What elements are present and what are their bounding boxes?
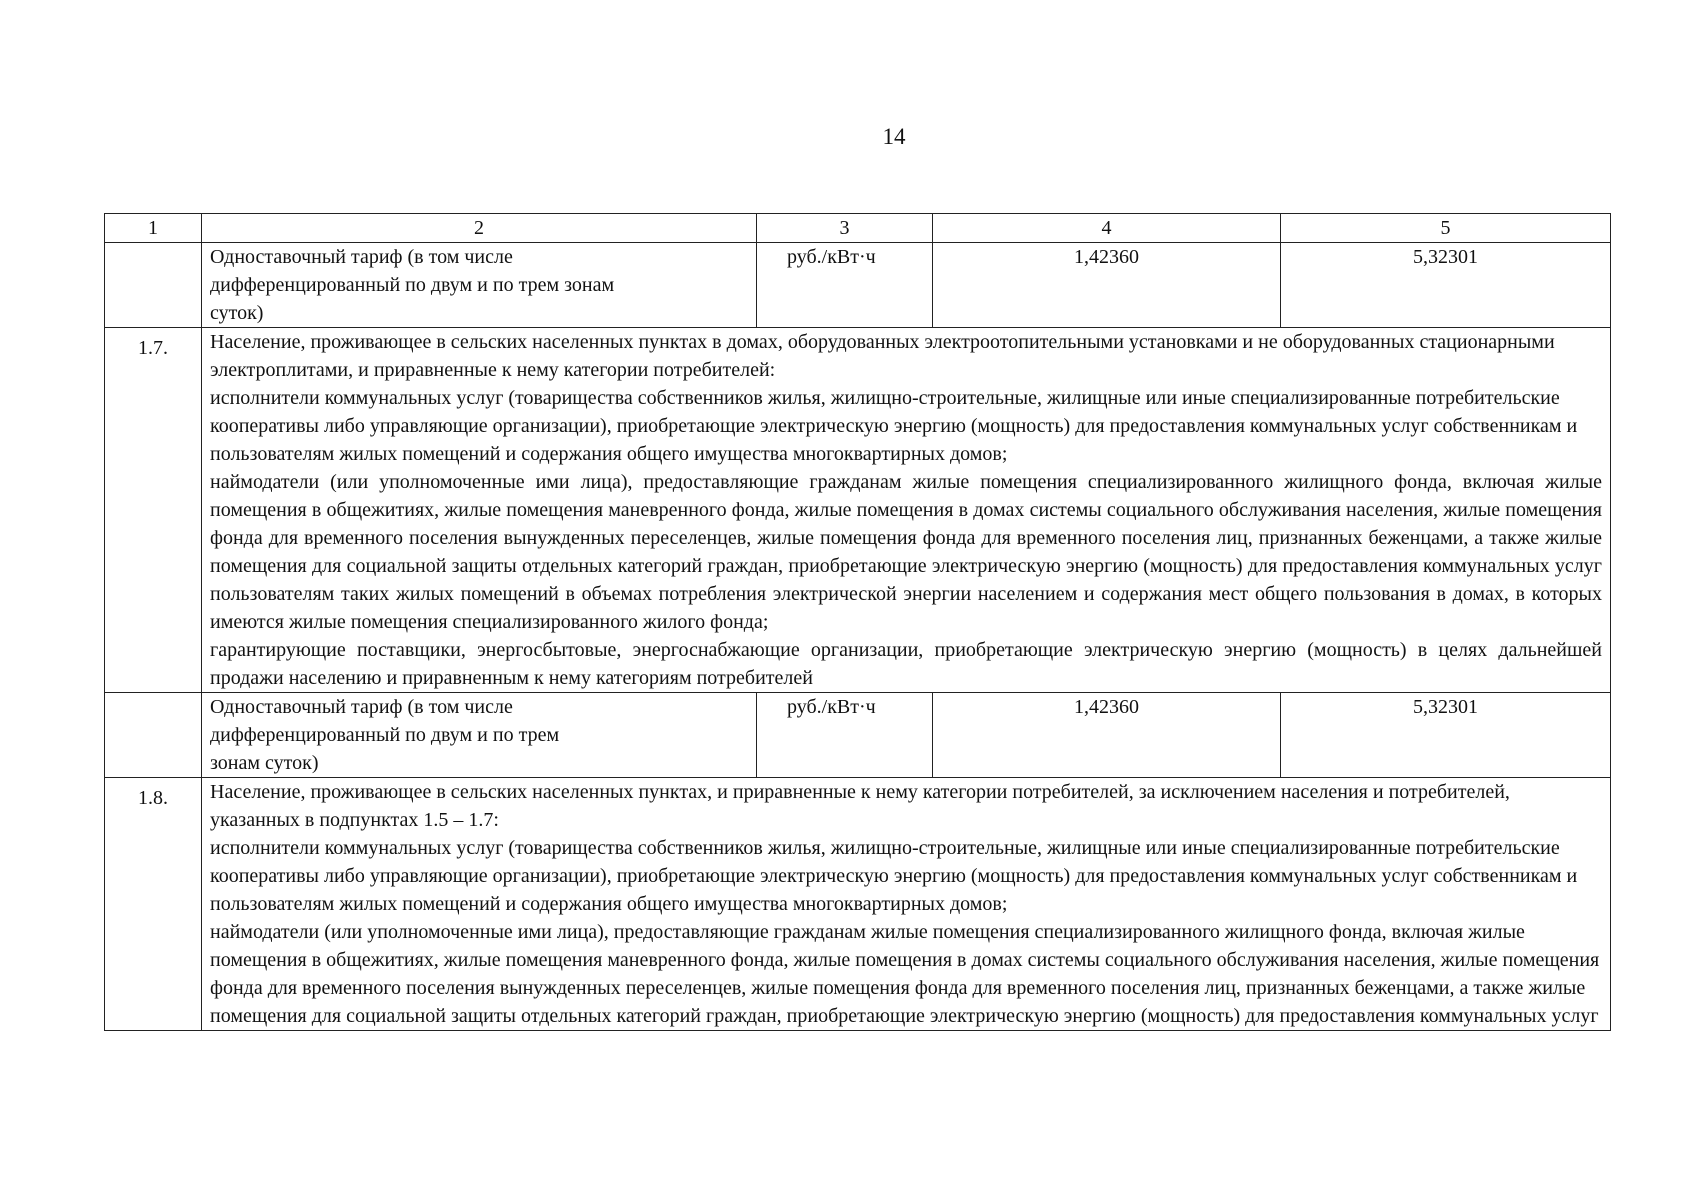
row-number-cell (105, 243, 202, 328)
section-description-cell (202, 778, 1611, 1031)
section-paragraph: исполнители коммунальных услуг (товарищества собственников жилья, жилищно-строительные, жилищные или иные специализированные потребительские кооперативы либо управляющие организации), приобретающие электрическую энергию (мощность) для предоставления коммунальных услуг собственникам и пользователям жилых помещений и содержания общего имущества многоквартирных домов; (210, 387, 1578, 465)
tariff-row (105, 243, 1611, 328)
tariff-line: дифференцированный по двум и по трем зонам (210, 274, 615, 296)
tariff-description-cell (202, 243, 757, 328)
row-number-cell (105, 693, 202, 778)
section-paragraph: наймодатели (или уполномоченные ими лица), предоставляющие гражданам жилые помещения специализированного жилищного фонда, включая жилые помещения в общежитиях, жилые помещения маневренного фонда, жилые помещения в домах системы социального обслуживания населения, жилые помещения фонда для временного поселения вынужденных переселенцев, жилые помещения фонда для временного поселения лиц, признанных беженцами, а также жилые помещения для социальной защиты отдельных категорий граждан, приобретающие электрическую энергию (мощность) для предоставления коммунальных услуг (210, 921, 1600, 1027)
tariff-line: дифференцированный по двум и по трем (210, 724, 560, 746)
section-paragraph: исполнители коммунальных услуг (товарищества собственников жилья, жилищно-строительные, жилищные или иные специализированные потребительские кооперативы либо управляющие организации), приобретающие электрическую энергию (мощность) для предоставления коммунальных услуг собственникам и пользователям жилых помещений и содержания общего имущества многоквартирных домов; (210, 837, 1578, 915)
value-cell: 5,32301 (1281, 693, 1611, 778)
section-number: 1.8. (105, 778, 202, 1031)
tariff-line: зонам суток) (210, 752, 319, 774)
tariff-line: Одноставочный тариф (в том числе (210, 246, 513, 268)
section-paragraph: наймодатели (или уполномоченные ими лица), предоставляющие гражданам жилые помещения специализированного жилищного фонда, включая жилые помещения в общежитиях, жилые помещения маневренного фонда, жилые помещения в домах системы социального обслуживания населения, жилые помещения фонда для временного поселения вынужденных переселенцев, жилые помещения фонда для временного поселения лиц, признанных беженцами, а также жилые помещения для социальной защиты отдельных категорий граждан, приобретающие электрическую энергию (мощность) для предоставления коммунальных услуг пользователям таких жилых помещений в объемах потребления электрической энергии населением и содержания мест общего пользования в домах, в которых имеются жилые помещения специализированного жилого фонда; (210, 471, 1602, 633)
page-number: 14 (882, 124, 906, 149)
tariff-table (104, 213, 1611, 1031)
unit-cell: руб./кВт·ч (757, 243, 933, 328)
section-row (105, 328, 1611, 693)
section-paragraph: Население, проживающее в сельских населенных пунктах в домах, оборудованных электроотопительными установками и не оборудованных стационарными электроплитами, и приравненные к нему категории потребителей: (210, 331, 1555, 381)
section-paragraph: гарантирующие поставщики, энергосбытовые, энергоснабжающие организации, приобретающие электрическую энергию (мощность) в целях дальнейшей продажи населению и приравненным к нему категориям потребителей (210, 639, 1602, 689)
tariff-row (105, 693, 1611, 778)
table-header-row (105, 214, 1611, 243)
column-header: 5 (1281, 214, 1611, 243)
tariff-line: суток) (210, 302, 264, 324)
value-cell: 1,42360 (933, 693, 1281, 778)
column-header: 4 (933, 214, 1281, 243)
value-cell: 1,42360 (933, 243, 1281, 328)
section-paragraph: Население, проживающее в сельских населенных пунктах, и приравненные к нему категории потребителей, за исключением населения и потребителей, указанных в подпунктах 1.5 – 1.7: (210, 781, 1510, 831)
section-row (105, 778, 1611, 1031)
section-description-cell (202, 328, 1611, 693)
value-cell: 5,32301 (1281, 243, 1611, 328)
column-header: 2 (202, 214, 757, 243)
section-number: 1.7. (105, 328, 202, 693)
tariff-line: Одноставочный тариф (в том числе (210, 696, 513, 718)
column-header: 3 (757, 214, 933, 243)
column-header: 1 (105, 214, 202, 243)
unit-cell: руб./кВт·ч (757, 693, 933, 778)
tariff-description-cell (202, 693, 757, 778)
